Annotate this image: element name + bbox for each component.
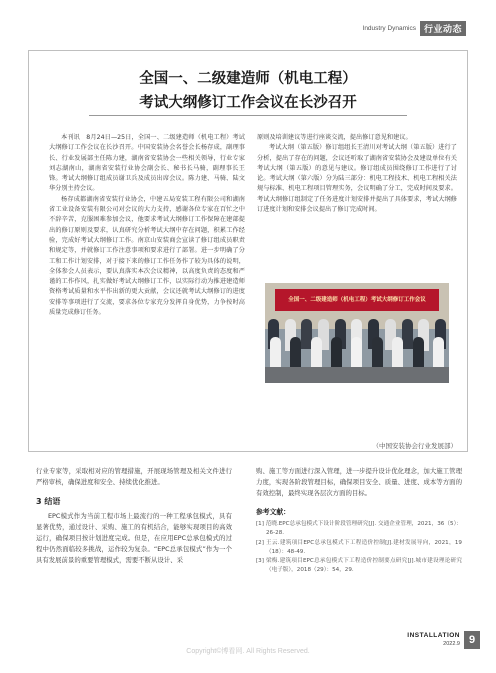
photo-banner: 全国一、二级建造师（机电工程）考试大纲修订工作会议: [275, 289, 439, 311]
page-header: [363, 20, 466, 36]
article-paragraph: 杨存成都湖南省安装行业协会，中建五局安装工程有限公司和湖南省工业设备安装有限公司对会议的大力支持，感谢各位专家在百忙之中不辞辛苦，克服困难参加会议，他要求考试大纲修订工作保障在建部提出的修订原则及要求，认真研究分析考试大纲中存在问题，积累工作经验，完成好考试大纲修订工作。南京山安装商会宣读了修订组成员职责和规定等，并就修订工作注意事项和要求进行了部署。进一步明确了分工和工作计划安排，对于接下来的修订工作任务作了较为具体的说明，全体参会人员表示，要认真落实本次会议精神，以高度负责的态度和严谨的工作作风，扎实做好考试大纲修订工作，以实际行动为推进建造师资格考试质量和水平作出新的更大贡献，会议还就考试大纲修订的进度安排等事项进行了交流，要求各位专家充分发挥自身优势，力争按时高质量完成修订任务。: [49, 195, 245, 317]
conclusion-paragraph: EPC模式作为当前工程市场上最流行的一种工程承包模式，具有显著优势，通过设计、采购、施工的有机结合，能够实现项目的高效运行，确保项目按计划进度完成。但是，在应用EPC总承包模式的过程中仍然面临较多挑战，运作较为复杂。“EPC总承包模式”作为一个具有发展前景的重要管理模式，需要不断从设计、采: [36, 512, 232, 564]
reference-item: [1] 范晓.EPC总承包模式下设计阶段管理研究[J]. 交通企业管理，2021，36（5）：26-28.: [256, 521, 462, 537]
article-title-line1: 全国一、二级建造师（机电工程）: [139, 71, 357, 87]
article-paragraph: 本刊讯 8月24日—25日，全国一、二级建造师（机电工程）考试大纲修订工作会议在长沙召开。中国安装协会名誉会长杨存成，副理事长、行业发展部主任陈力建，湖南省安装协会一些相关领导，行业专家刘志湖南山，湖南省安装行业协会副会长、秘书长马骑，副理事长王锋。考试大纲修订组成员谢卫兵及成员出席会议。陈力建、马骑、陆文华分别主持会议。: [49, 134, 245, 193]
article-right-column: [257, 133, 457, 303]
journal-issue: 2022.9: [443, 641, 460, 647]
references-heading: 参考文献：: [256, 508, 290, 516]
section-label-cn: 行业动态: [420, 21, 466, 36]
journal-brand: INSTALLATION: [407, 632, 460, 639]
article-title-line2: 考试大纲修订工作会议在长沙召开: [139, 95, 357, 111]
photo-floor: [265, 367, 449, 383]
article-left-column: [49, 133, 245, 445]
article-paragraph: 原则及培训建议等进行座谈交流，提出修订意见和建议。: [257, 134, 412, 141]
photo-front-row: [265, 337, 449, 367]
meeting-photo: [265, 283, 449, 383]
copyright-watermark: Copyright©博看网. All Rights Reserved.: [186, 648, 310, 655]
lower-right-column: [256, 466, 462, 576]
news-article-box: [28, 50, 468, 452]
page-number: 9: [464, 631, 480, 649]
lower-left-column: [36, 466, 232, 566]
reference-item: [2] 王云.建筑项目EPC总承包模式下工程造价控制[J].建材发展导向，2021，19（18）：48-49.: [256, 539, 462, 555]
article-source-caption: （中国安装协会行业发展部）: [372, 442, 457, 450]
continued-paragraph: 行业专家等，采取相对应的管理措施，开展现场管理及相关文件进行严格审核，确保进度和安全、持续优化推进。: [36, 467, 232, 486]
continued-paragraph: 购、施工等方面进行深入管理，进一步提升设计优化理念，加大施工管理力度，实现各阶段管理目标，确保项目安全、质量、进度、成本等方面的有效控制，最终实现各层次方面的目标。: [256, 467, 462, 497]
title-divider: [89, 115, 407, 116]
article-paragraph: 考试大纲（第五版）修订组组长王清川对考试大纲（第五版）进行了分析，提出了存在的问题，会议还听取了湖南省安装协会及建设单位有关考试大纲（第五版）的意见与建议。修订组成员围绕修订工作进行了讨论。考试大纲（第六版）分为陆三部分：机电工程技术、机电工程相关法规与标准、机电工程项目管理实务，会议明确了分工，完成时间及要求。考试大纲修订组制定了任务进度计划安排并提出了具体要求，考试大纲修订进度计划和安排会议提出了修订完成时间。: [257, 144, 457, 214]
section-label-en: Industry Dynamics: [362, 24, 416, 32]
section-heading: 3 结语: [36, 497, 61, 506]
reference-item: [3] 梁梅.建筑项目EPC总承包模式下工程造价控制要点研究[J].城市建设理论研究（电子版），2018（29）：54，29.: [256, 558, 462, 574]
